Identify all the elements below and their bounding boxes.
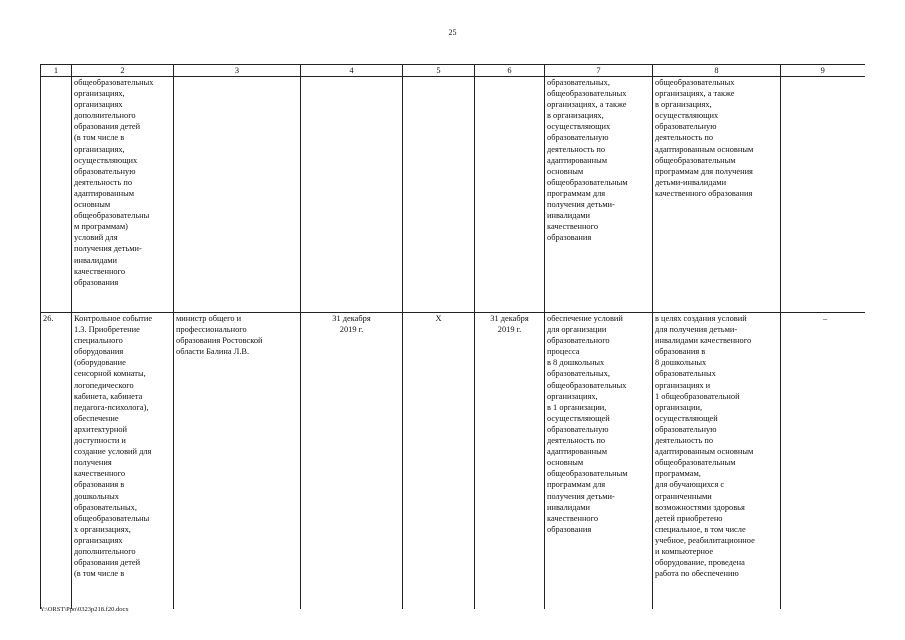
row2-cell-9: – <box>781 313 865 610</box>
row2-cell-4: 31 декабря 2019 г. <box>301 313 403 610</box>
col-header-8: 8 <box>653 65 781 77</box>
row2-cell-5: Х <box>403 313 475 610</box>
table-row <box>41 313 865 610</box>
row2-cell-7: обеспечение условий для организации образовательного процесса в 8 дошкольных образовательных, общеобразовательных организациях, в 1 организации, осуществляющей образовательную деятельность по адаптированным основным общеобразовательным программам для получения детьми- инвалидами качественного образования <box>545 313 653 610</box>
table-header-row <box>41 65 865 77</box>
row1-cell-3 <box>174 77 301 313</box>
row1-cell-9 <box>781 77 865 313</box>
row1-cell-1 <box>41 77 72 313</box>
row1-cell-7: образовательных, общеобразовательных организациях, а также в организациях, осуществляющих образовательную деятельность по адаптированным основным общеобразовательным программам для получения детьми- инвалидами качественного образования <box>545 77 653 313</box>
col-header-9: 9 <box>781 65 865 77</box>
row2-cell-3: министр общего и профессионального образования Ростовской области Балина Л.В. <box>174 313 301 610</box>
row2-cell-2: Контрольное событие 1.3. Приобретение специального оборудования (оборудование сенсорной комнаты, логопедического кабинета, кабинета педагога-психолога), обеспечение архитектурной доступности и создание условий для получения качественного образования в дошкольных образовательных, общеобразовательны х организациях, организациях дополнительного образования детей (в том числе в <box>72 313 174 610</box>
col-header-7: 7 <box>545 65 653 77</box>
col-header-3: 3 <box>174 65 301 77</box>
row1-cell-6 <box>475 77 545 313</box>
table-row <box>41 77 865 313</box>
page-number: 25 <box>448 28 457 37</box>
col-header-6: 6 <box>475 65 545 77</box>
document-path-footer: Y:\ORST\Ppo\0323p218.f20.docx <box>40 606 129 613</box>
plan-table <box>40 64 865 609</box>
row1-cell-2: общеобразовательных организациях, организациях дополнительного образования детей (в том числе в организациях, осуществляющих образовательную деятельность по адаптированным основным общеобразовательны м программам) условий для получения детьми- инвалидами качественного образования <box>72 77 174 313</box>
row2-cell-8: в целях создания условий для получения детьми- инвалидами качественного образования в 8 дошкольных образовательных организациях и 1 общеобразовательной организации, осуществляющей образовательную деятельность по адаптированным основным общеобразовательным программам, для обучающихся с ограниченными возможностями здоровья детей приобретено специальное, в том числе учебное, реабилитационное и компьютерное оборудование, проведена работа по обеспечению <box>653 313 781 610</box>
row1-cell-5 <box>403 77 475 313</box>
row2-cell-1: 26. <box>41 313 72 610</box>
row1-cell-4 <box>301 77 403 313</box>
col-header-1: 1 <box>41 65 72 77</box>
col-header-5: 5 <box>403 65 475 77</box>
col-header-4: 4 <box>301 65 403 77</box>
row2-cell-6: 31 декабря 2019 г. <box>475 313 545 610</box>
row1-cell-8: общеобразовательных организациях, а также в организациях, осуществляющих образовательную деятельность по адаптированным основным общеобразовательным программам для получения детьми-инвалидами качественного образования <box>653 77 781 313</box>
col-header-2: 2 <box>72 65 174 77</box>
